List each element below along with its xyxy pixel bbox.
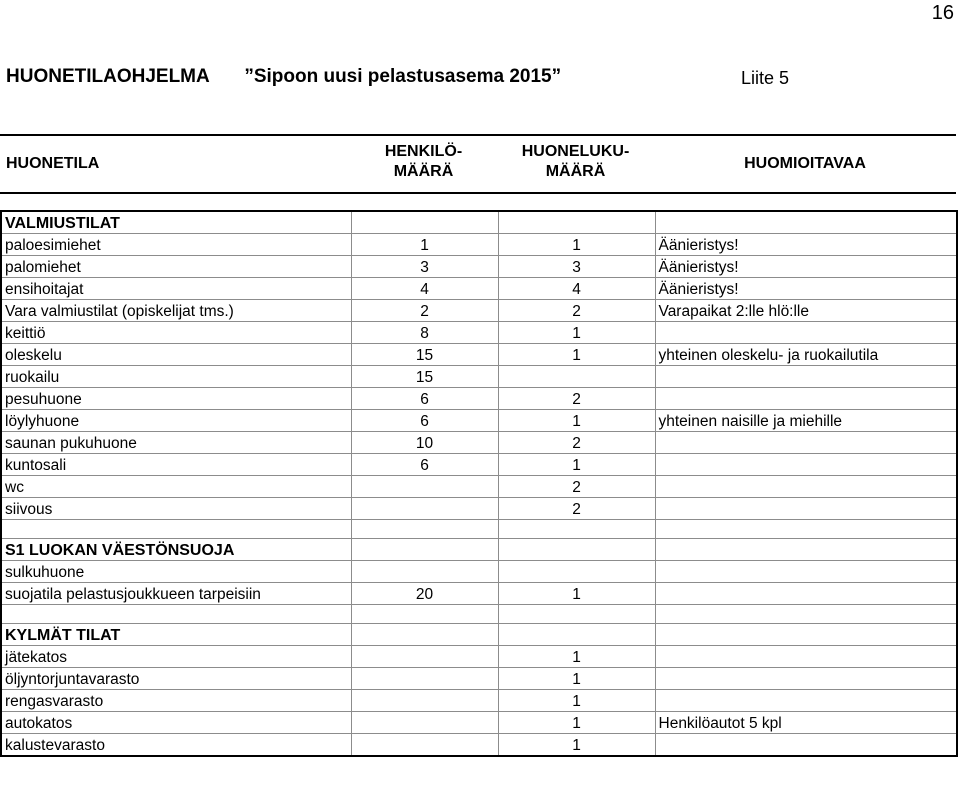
room-count-cell: 3 xyxy=(498,256,655,278)
table-row xyxy=(1,561,957,583)
note-cell: yhteinen oleskelu- ja ruokailutila xyxy=(655,344,957,366)
note-cell: Äänieristys! xyxy=(655,256,957,278)
persons-cell xyxy=(351,476,498,498)
room-count-cell: 2 xyxy=(498,300,655,322)
spacer-cell xyxy=(498,520,655,539)
section-header-row xyxy=(1,539,957,561)
room-count-cell: 1 xyxy=(498,454,655,476)
room-count-cell: 2 xyxy=(498,498,655,520)
note-cell xyxy=(655,498,957,520)
persons-cell: 10 xyxy=(351,432,498,454)
note-cell: Varapaikat 2:lle hlö:lle xyxy=(655,300,957,322)
room-count-cell: 2 xyxy=(498,388,655,410)
room-count-cell: 1 xyxy=(498,322,655,344)
room-name-cell: paloesimiehet xyxy=(1,234,351,256)
room-count-cell xyxy=(498,561,655,583)
persons-cell xyxy=(351,668,498,690)
persons-cell xyxy=(351,498,498,520)
persons-cell xyxy=(351,690,498,712)
table-row xyxy=(1,256,957,278)
spacer-cell xyxy=(351,520,498,539)
header-persons-line2: MÄÄRÄ xyxy=(393,163,454,180)
room-name-cell: Vara valmiustilat (opiskelijat tms.) xyxy=(1,300,351,322)
table-row xyxy=(1,344,957,366)
attachment-label: Liite 5 xyxy=(741,68,790,88)
note-cell: Henkilöautot 5 kpl xyxy=(655,712,957,734)
persons-cell xyxy=(351,561,498,583)
room-count-cell: 1 xyxy=(498,410,655,432)
room-name-cell: oleskelu xyxy=(1,344,351,366)
spacer-row xyxy=(1,605,957,624)
spacer-cell xyxy=(1,520,351,539)
note-cell xyxy=(655,366,957,388)
table-row xyxy=(1,366,957,388)
header-rooms xyxy=(497,142,654,182)
table-row xyxy=(1,498,957,520)
empty-cell xyxy=(498,539,655,561)
persons-cell: 6 xyxy=(351,410,498,432)
table-row xyxy=(1,454,957,476)
table-row xyxy=(1,583,957,605)
room-count-cell xyxy=(498,366,655,388)
room-program-table xyxy=(0,210,958,757)
persons-cell: 1 xyxy=(351,234,498,256)
empty-cell xyxy=(655,539,957,561)
room-name-cell: saunan pukuhuone xyxy=(1,432,351,454)
table-row xyxy=(1,734,957,757)
persons-cell: 20 xyxy=(351,583,498,605)
room-name-cell: siivous xyxy=(1,498,351,520)
room-name-cell: kuntosali xyxy=(1,454,351,476)
note-cell xyxy=(655,388,957,410)
table-row xyxy=(1,712,957,734)
note-cell xyxy=(655,322,957,344)
section-title: VALMIUSTILAT xyxy=(1,211,351,234)
persons-cell: 15 xyxy=(351,366,498,388)
table-row xyxy=(1,690,957,712)
room-count-cell: 1 xyxy=(498,234,655,256)
room-name-cell: pesuhuone xyxy=(1,388,351,410)
room-name-cell: suojatila pelastusjoukkueen tarpeisiin xyxy=(1,583,351,605)
spacer-cell xyxy=(655,520,957,539)
header-notes: HUOMIOITAVAA xyxy=(744,155,866,172)
table-row xyxy=(1,322,957,344)
spacer-cell xyxy=(655,605,957,624)
note-cell xyxy=(655,454,957,476)
room-name-cell: jätekatos xyxy=(1,646,351,668)
spacer-cell xyxy=(498,605,655,624)
header-persons-line1: HENKILÖ- xyxy=(384,143,463,160)
room-name-cell: ruokailu xyxy=(1,366,351,388)
column-header-row xyxy=(0,134,956,194)
table-row xyxy=(1,410,957,432)
empty-cell xyxy=(655,624,957,646)
title-main: HUONETILAOHJELMA xyxy=(6,66,210,87)
empty-cell xyxy=(351,624,498,646)
empty-cell xyxy=(498,624,655,646)
empty-cell xyxy=(498,211,655,234)
persons-cell: 3 xyxy=(351,256,498,278)
note-cell xyxy=(655,583,957,605)
persons-cell: 2 xyxy=(351,300,498,322)
empty-cell xyxy=(351,539,498,561)
table-row xyxy=(1,646,957,668)
empty-cell xyxy=(351,211,498,234)
section-header-row xyxy=(1,624,957,646)
header-persons xyxy=(350,142,497,182)
table-row xyxy=(1,388,957,410)
persons-cell xyxy=(351,734,498,757)
room-name-cell: keittiö xyxy=(1,322,351,344)
room-name-cell: autokatos xyxy=(1,712,351,734)
empty-cell xyxy=(655,211,957,234)
note-cell: Äänieristys! xyxy=(655,234,957,256)
room-name-cell: palomiehet xyxy=(1,256,351,278)
table-row xyxy=(1,278,957,300)
note-cell xyxy=(655,668,957,690)
table-row xyxy=(1,476,957,498)
header-rooms-line1: HUONELUKU- xyxy=(521,143,630,160)
table-row xyxy=(1,432,957,454)
room-count-cell: 4 xyxy=(498,278,655,300)
spacer-cell xyxy=(1,605,351,624)
note-cell xyxy=(655,646,957,668)
room-name-cell: wc xyxy=(1,476,351,498)
persons-cell xyxy=(351,712,498,734)
room-count-cell: 1 xyxy=(498,712,655,734)
room-count-cell: 1 xyxy=(498,344,655,366)
section-title: S1 LUOKAN VÄESTÖNSUOJA xyxy=(1,539,351,561)
note-cell xyxy=(655,476,957,498)
persons-cell xyxy=(351,646,498,668)
persons-cell: 6 xyxy=(351,388,498,410)
persons-cell: 15 xyxy=(351,344,498,366)
note-cell: Äänieristys! xyxy=(655,278,957,300)
title-sub: ”Sipoon uusi pelastusasema 2015” xyxy=(244,66,562,87)
room-count-cell: 1 xyxy=(498,734,655,757)
note-cell xyxy=(655,690,957,712)
room-name-cell: rengasvarasto xyxy=(1,690,351,712)
header-room: HUONETILA xyxy=(6,155,100,172)
note-cell xyxy=(655,561,957,583)
room-count-cell: 2 xyxy=(498,432,655,454)
room-count-cell: 2 xyxy=(498,476,655,498)
room-name-cell: ensihoitajat xyxy=(1,278,351,300)
room-count-cell: 1 xyxy=(498,646,655,668)
persons-cell: 4 xyxy=(351,278,498,300)
page-number: 16 xyxy=(931,2,954,24)
room-name-cell: kalustevarasto xyxy=(1,734,351,757)
room-name-cell: sulkuhuone xyxy=(1,561,351,583)
note-cell xyxy=(655,734,957,757)
room-count-cell: 1 xyxy=(498,690,655,712)
persons-cell: 6 xyxy=(351,454,498,476)
note-cell: yhteinen naisille ja miehille xyxy=(655,410,957,432)
spacer-row xyxy=(1,520,957,539)
section-title: KYLMÄT TILAT xyxy=(1,624,351,646)
room-name-cell: öljyntorjuntavarasto xyxy=(1,668,351,690)
note-cell xyxy=(655,432,957,454)
table-row xyxy=(1,234,957,256)
document-title xyxy=(6,66,561,88)
room-name-cell: löylyhuone xyxy=(1,410,351,432)
room-count-cell: 1 xyxy=(498,668,655,690)
table-row xyxy=(1,668,957,690)
section-header-row xyxy=(1,211,957,234)
persons-cell: 8 xyxy=(351,322,498,344)
header-rooms-line2: MÄÄRÄ xyxy=(545,163,606,180)
table-row xyxy=(1,300,957,322)
spacer-cell xyxy=(351,605,498,624)
room-count-cell: 1 xyxy=(498,583,655,605)
